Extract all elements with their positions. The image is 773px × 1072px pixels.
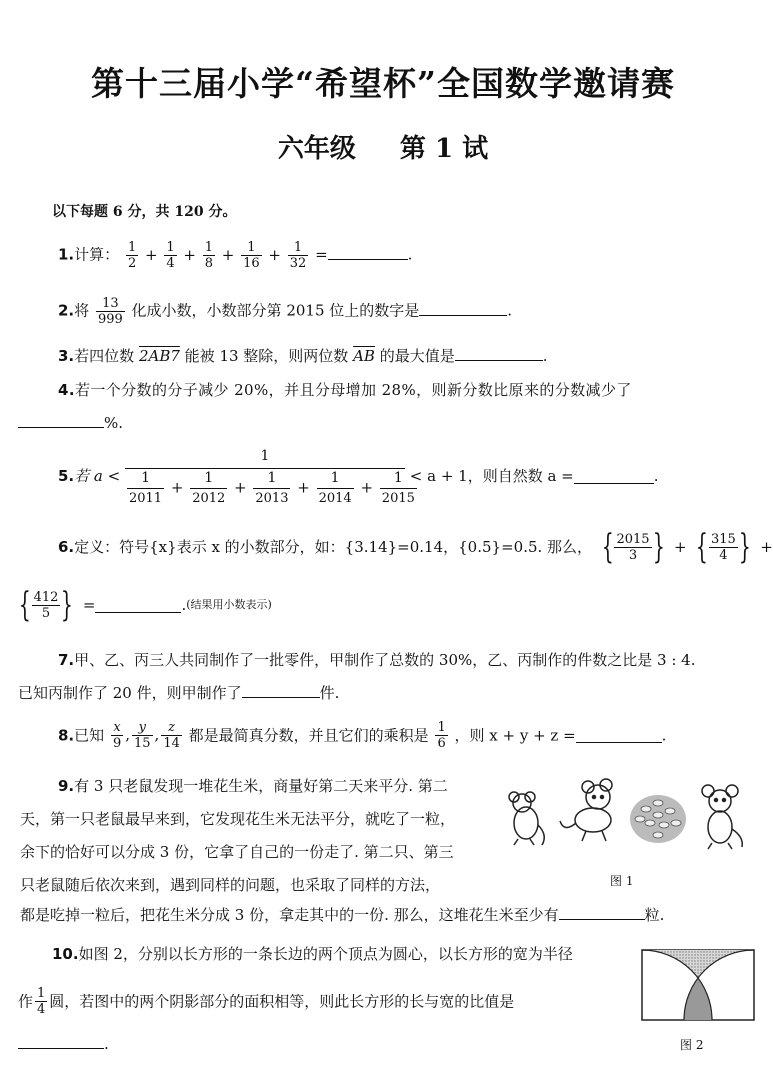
fraction: $\frac{1}{2014}$ bbox=[318, 470, 352, 506]
page-subtitle bbox=[0, 128, 766, 165]
answer-blank-3 bbox=[455, 346, 543, 361]
answer-blank-5 bbox=[574, 469, 654, 484]
question-1: 1.计算： $\frac{1}{2}$ + $\frac{1}{4}$ + $\frac{1}{8}$ + $\frac{1}{16}$ + $\frac{1}{32}$ = . bbox=[58, 240, 413, 271]
fraction: $\frac{1}{2012}$ bbox=[192, 470, 226, 506]
figure-1-mice-peanuts bbox=[498, 775, 758, 855]
question-9: 9.有 3 只老鼠发现一堆花生米，商量好第二天来平分. 第二 天，第一只老鼠最早来到，它发现花生米无法平分，就吃了一粒， 余下的恰好可以分成 3 份，它拿了自己的一份走了. 第二只、第三 只老鼠随后依次来到，遇到同样的问题，也采取了同样的方法， bbox=[20, 777, 456, 894]
peanut-pile-illustration bbox=[630, 795, 686, 843]
mouse-1-illustration bbox=[509, 792, 544, 845]
fraction: $\frac{1}{2011}$ bbox=[128, 470, 163, 506]
fraction: $\frac{1}{4}$ bbox=[166, 240, 175, 271]
question-3: 3.若四位数 2AB7 能被 13 整除，则两位数 $\overline{AB}$ 的最大值是 . bbox=[58, 347, 548, 365]
question-5: 5.若 a < 1 $\frac{1}{2011}$ + $\frac{1}{2012}$ + $\frac{1}{2013}$ + $\frac{1}{2014}$ + $\frac{1}{2015}$ < a + 1，则自然数 a = . bbox=[58, 448, 659, 506]
fraction: $\frac{1}{32}$ bbox=[289, 240, 307, 271]
answer-blank-6 bbox=[95, 598, 181, 613]
answer-blank-8 bbox=[576, 728, 662, 743]
answer-blank-4 bbox=[18, 413, 104, 428]
fraction: $\frac{1}{16}$ bbox=[243, 240, 260, 271]
fraction: $\frac{1}{2}$ bbox=[127, 240, 137, 271]
answer-blank-7 bbox=[242, 683, 320, 698]
question-6: 6.定义：符号{x}表示 x 的小数部分，如：{3.14}=0.14，{0.5}=0.5. 那么， { $\frac{2015}{3}$ } + { $\frac{315}{4}$ } + bbox=[58, 527, 773, 567]
question-4: 4.若一个分数的分子减少 20%，并且分母增加 28%，则新分数比原来的分数减少了 bbox=[58, 381, 632, 399]
answer-blank-1 bbox=[328, 245, 408, 260]
intro-text: 以下每题 6 分，共 120 分。 bbox=[52, 204, 237, 220]
page-title: 第十三届小学“希望杯”全国数学邀请赛 bbox=[91, 64, 675, 103]
question-2: 2.将 $\frac{13}{999}$ 化成小数，小数部分第 2015 位上的数字是 . bbox=[58, 296, 513, 327]
fraction: $\frac{1}{2015}$ bbox=[381, 470, 415, 506]
round-label: 第 1 试 bbox=[399, 134, 489, 164]
fraction: $\frac{1}{2013}$ bbox=[255, 470, 289, 506]
answer-blank-9 bbox=[559, 905, 645, 920]
grade-label: 六年级 bbox=[277, 134, 356, 164]
answer-blank-2 bbox=[419, 301, 507, 316]
question-7: 7.甲、乙、丙三人共同制作了一批零件，甲制作了总数的 30%，乙、丙制作的件数之比是 3 : 4. bbox=[58, 651, 696, 669]
figure-2-rectangle-quarter-circles bbox=[640, 948, 758, 1024]
answer-blank-10 bbox=[18, 1034, 104, 1049]
figure-1-caption: 图 1 bbox=[610, 874, 634, 888]
question-8: 8.已知 $\frac{x}{9}$ , $\frac{y}{15}$ , $\frac{z}{14}$ 都是最简真分数，并且它们的乘积是 $\frac{1}{6}$ ，则 x + y + z = . bbox=[58, 720, 667, 751]
mouse-3-illustration bbox=[702, 785, 742, 849]
fraction: $\frac{1}{8}$ bbox=[204, 240, 213, 271]
mouse-2-illustration bbox=[560, 779, 612, 841]
figure-2-caption: 图 2 bbox=[680, 1038, 704, 1052]
question-10: 10.如图 2，分别以长方形的一条长边的两个顶点为圆心，以长方形的宽为半径 bbox=[52, 945, 573, 963]
